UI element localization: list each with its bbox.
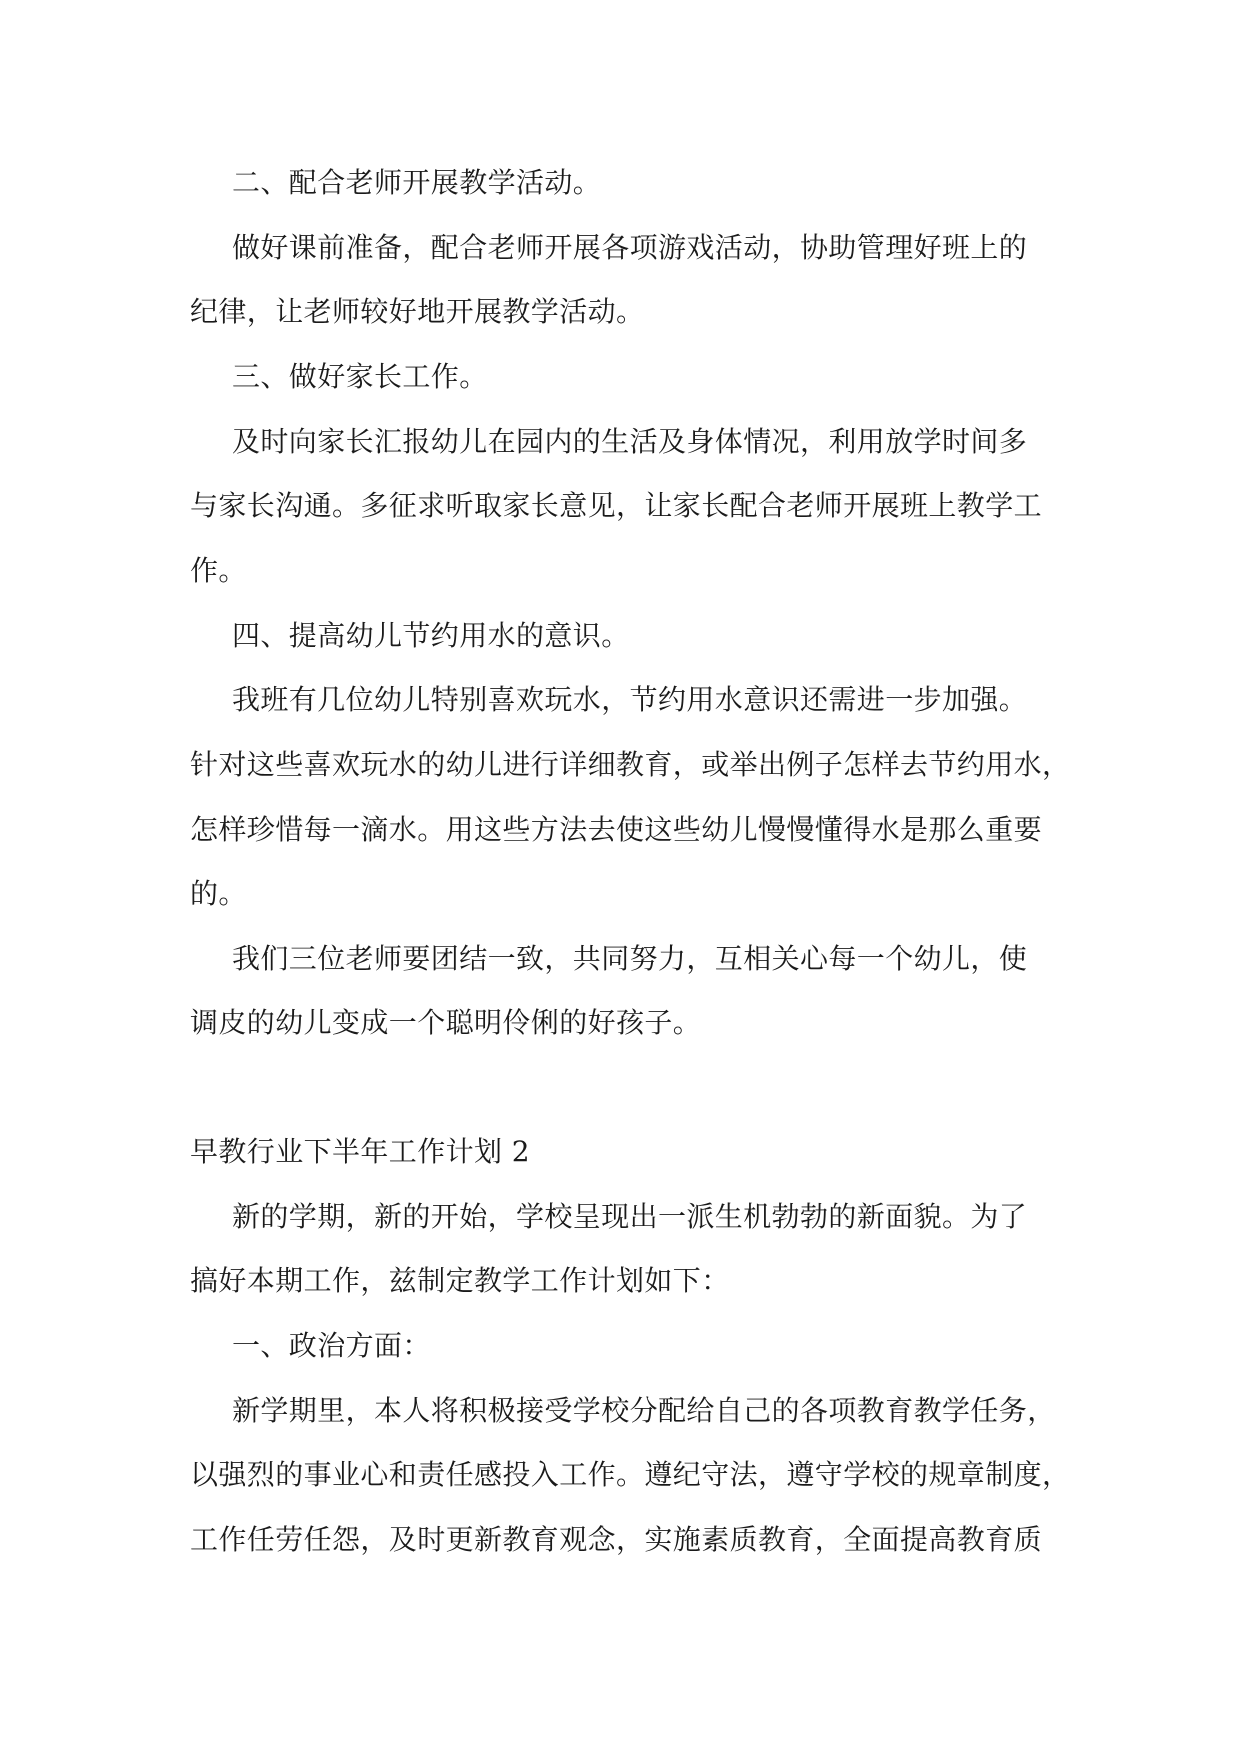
paragraph-line: 新的学期，新的开始，学校呈现出一派生机勃勃的新面貌。为了 [232, 1200, 1028, 1233]
paragraph-line: 搞好本期工作，兹制定教学工作计划如下： [190, 1264, 730, 1297]
paragraph-line: 我班有几位幼儿特别喜欢玩水，节约用水意识还需进一步加强。 [232, 683, 1028, 716]
paragraph-line: 以强烈的事业心和责任感投入工作。遵纪守法，遵守学校的规章制度， [190, 1458, 1071, 1491]
section-heading-parent-work: 三、做好家长工作。 [232, 360, 488, 393]
section-heading-cooperate-teaching: 二、配合老师开展教学活动。 [232, 166, 602, 199]
paragraph-line: 纪律，让老师较好地开展教学活动。 [190, 295, 645, 328]
paragraph-line: 新学期里，本人将积极接受学校分配给自己的各项教育教学任务， [232, 1394, 1056, 1427]
paragraph-line: 针对这些喜欢玩水的幼儿进行详细教育，或举出例子怎样去节约用水， [190, 748, 1071, 781]
paragraph-line: 及时向家长汇报幼儿在园内的生活及身体情况，利用放学时间多 [232, 425, 1028, 458]
paragraph-line: 的。 [190, 877, 247, 910]
paragraph-line: 怎样珍惜每一滴水。用这些方法去使这些幼儿慢慢懂得水是那么重要 [190, 813, 1043, 846]
document-title: 早教行业下半年工作计划 2 [190, 1135, 530, 1168]
paragraph-line: 我们三位老师要团结一致，共同努力，互相关心每一个幼儿，使 [232, 942, 1028, 975]
paragraph-line: 工作任劳任怨，及时更新教育观念，实施素质教育，全面提高教育质 [190, 1523, 1043, 1556]
section-heading-water-saving: 四、提高幼儿节约用水的意识。 [232, 619, 630, 652]
paragraph-line: 作。 [190, 554, 247, 587]
paragraph-line: 做好课前准备，配合老师开展各项游戏活动，协助管理好班上的 [232, 231, 1028, 264]
paragraph-line: 与家长沟通。多征求听取家长意见，让家长配合老师开展班上教学工 [190, 489, 1043, 522]
section-heading-politics: 一、政治方面： [232, 1329, 431, 1362]
paragraph-line: 调皮的幼儿变成一个聪明伶俐的好孩子。 [190, 1006, 702, 1039]
